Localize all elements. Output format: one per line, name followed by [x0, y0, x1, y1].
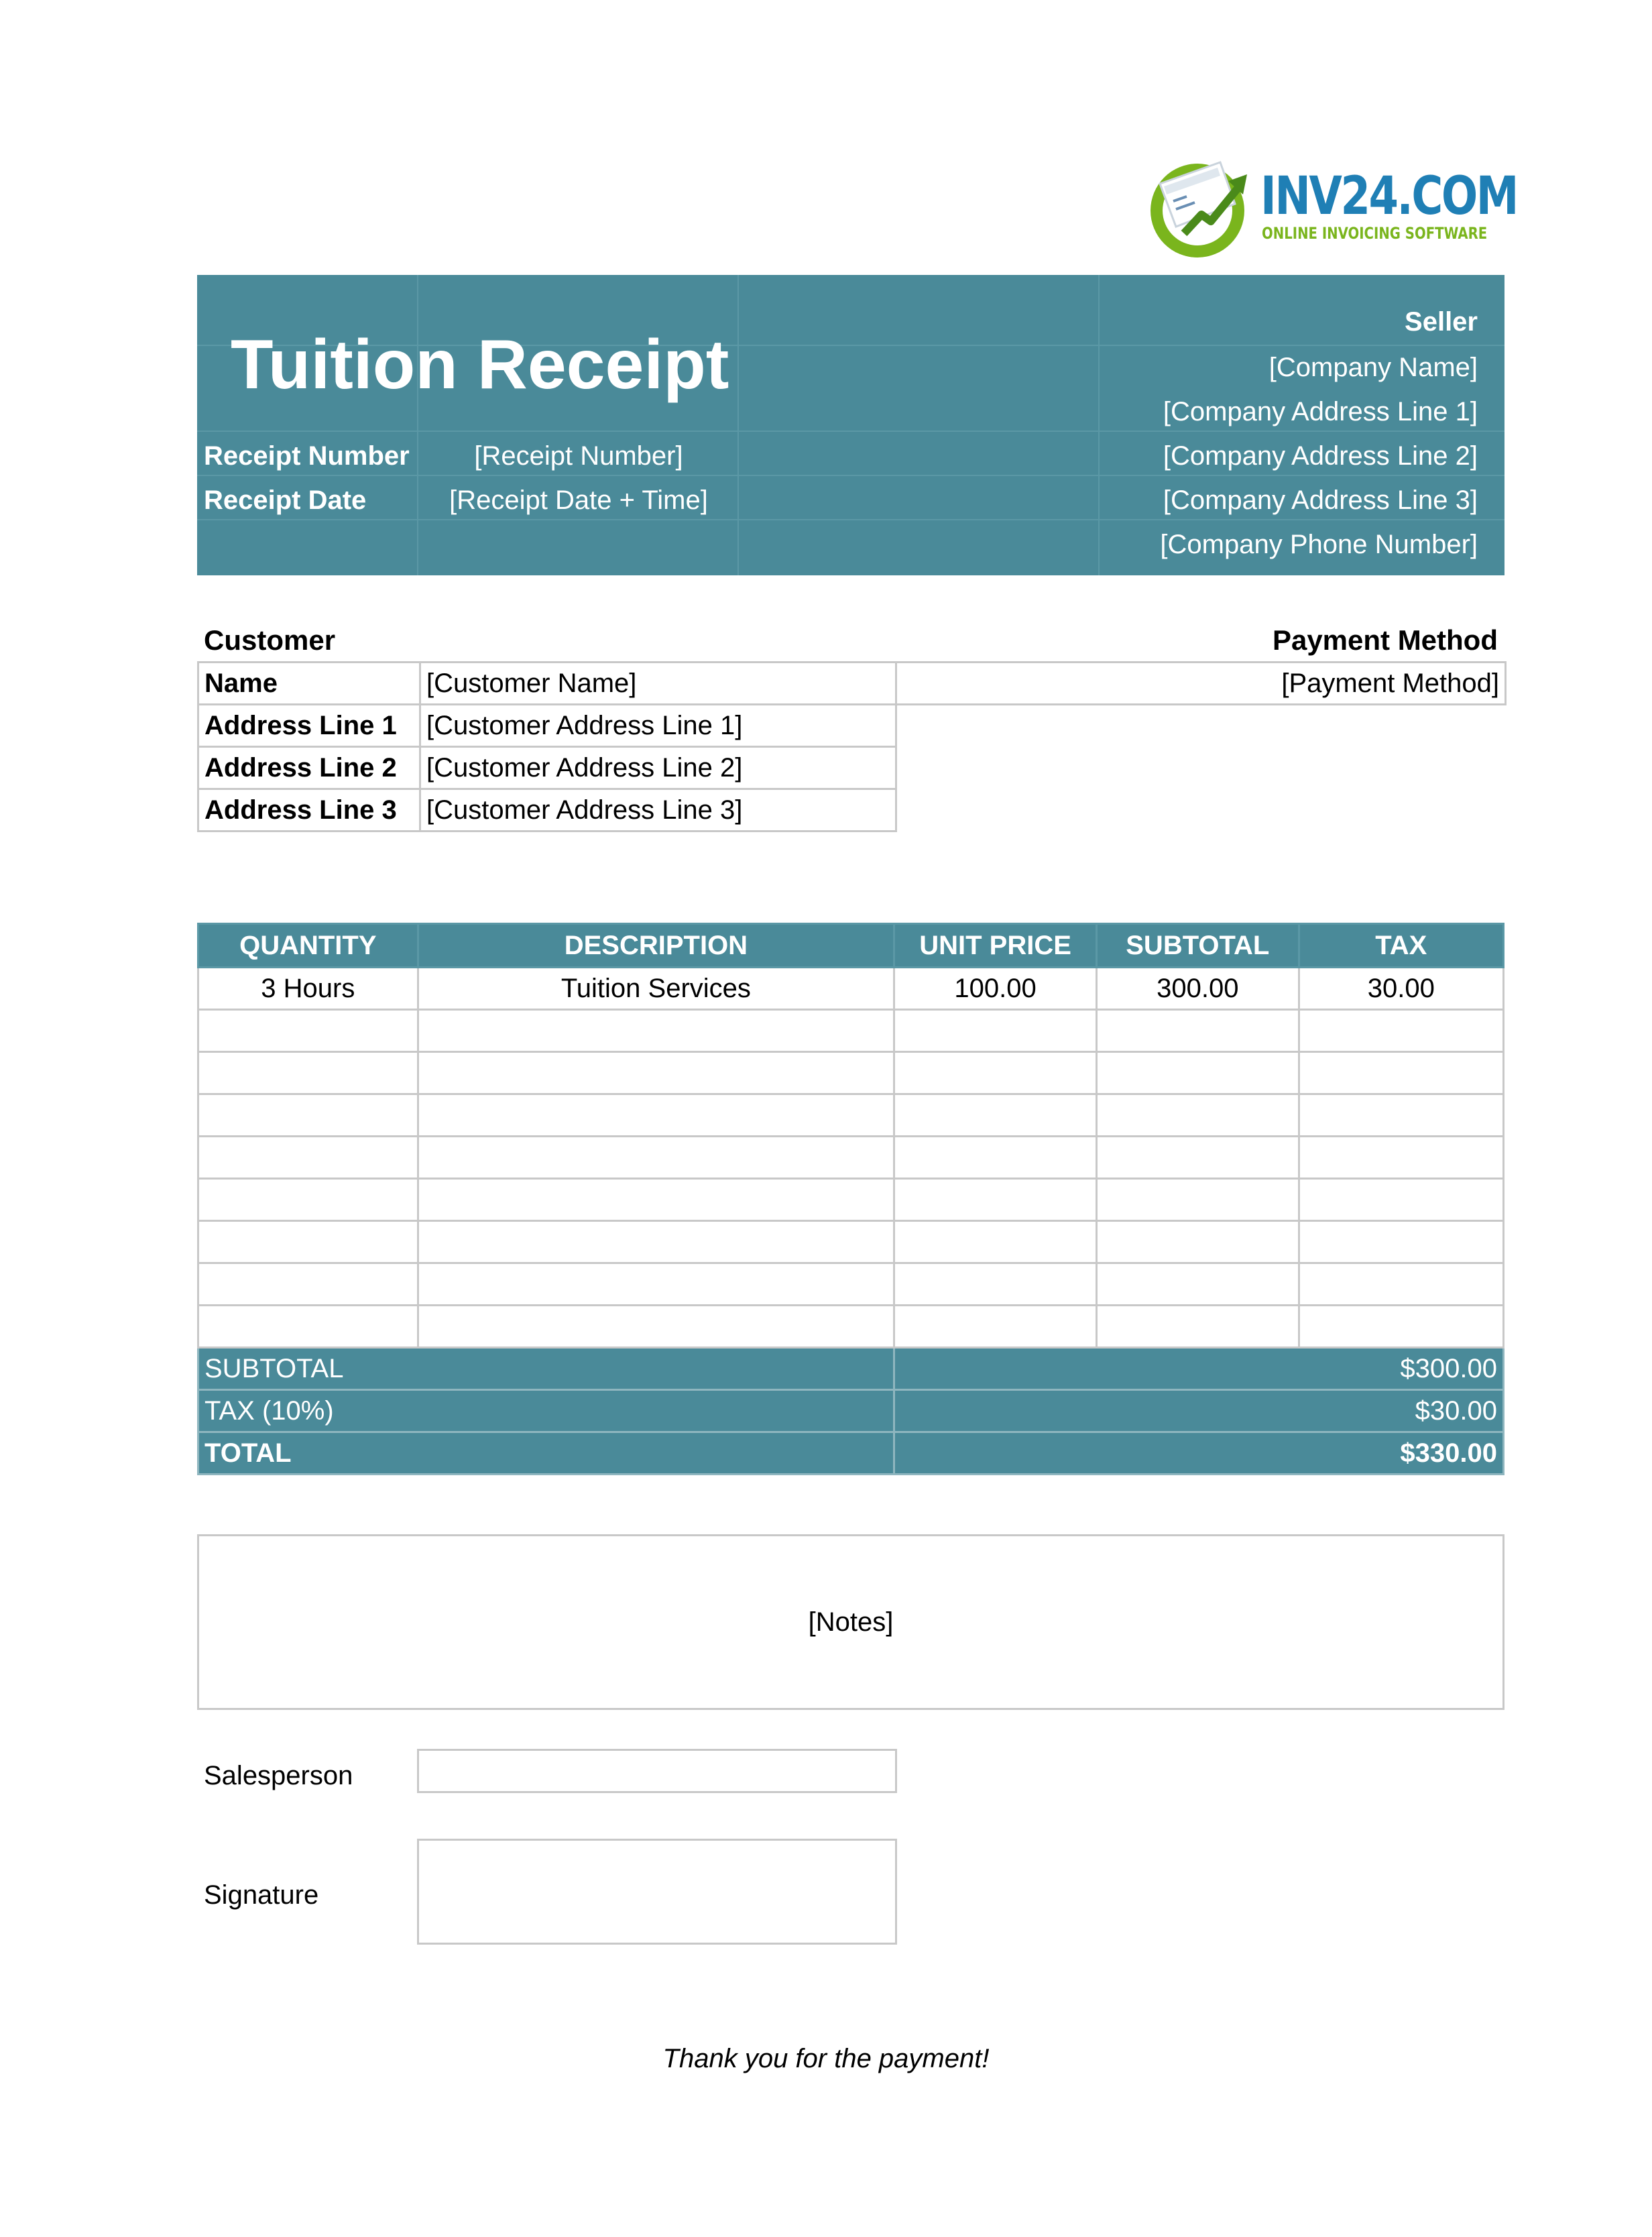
table-row	[198, 1094, 1504, 1137]
item-tax[interactable]: 30.00	[1299, 968, 1503, 1010]
receipt-header	[197, 275, 1504, 575]
item-tax[interactable]	[1299, 1052, 1503, 1094]
item-unit-price[interactable]	[894, 1263, 1097, 1306]
item-subtotal[interactable]	[1096, 1137, 1299, 1179]
item-subtotal[interactable]	[1096, 1221, 1299, 1263]
seller-heading: Seller	[1405, 307, 1478, 337]
item-subtotal[interactable]: 300.00	[1096, 968, 1299, 1010]
inv24-logo	[1146, 154, 1517, 262]
item-tax[interactable]	[1299, 1137, 1503, 1179]
tax-value: $30.00	[894, 1390, 1504, 1432]
item-description[interactable]	[418, 1094, 894, 1137]
seller-address-line-3: [Company Address Line 3]	[1163, 485, 1478, 515]
customer-address-1-label: Address Line 1	[198, 705, 420, 747]
receipt-date-value: [Receipt Date + Time]	[449, 485, 708, 515]
total-value: $330.00	[894, 1432, 1504, 1475]
seller-address-line-2: [Company Address Line 2]	[1163, 441, 1478, 471]
item-unit-price[interactable]: 100.00	[894, 968, 1097, 1010]
table-row	[198, 1010, 1504, 1052]
item-tax[interactable]	[1299, 1010, 1503, 1052]
seller-phone: [Company Phone Number]	[1160, 530, 1478, 559]
logo-brand: INV24.COM	[1260, 166, 1517, 227]
item-unit-price[interactable]	[894, 1010, 1097, 1052]
item-quantity[interactable]	[198, 1052, 418, 1094]
signature-field[interactable]	[417, 1839, 897, 1945]
table-row	[198, 1137, 1504, 1179]
customer-heading: Customer	[204, 624, 336, 656]
logo-emblem-icon	[1146, 154, 1254, 262]
logo-tagline: ONLINE INVOICING SOFTWARE	[1262, 224, 1488, 243]
customer-row	[198, 789, 896, 831]
signature-label: Signature	[204, 1880, 319, 1910]
item-description[interactable]	[418, 1263, 894, 1306]
customer-address-2-value[interactable]: [Customer Address Line 2]	[420, 747, 896, 789]
item-tax[interactable]	[1299, 1094, 1503, 1137]
notes-text: [Notes]	[808, 1607, 894, 1637]
payment-method-heading: Payment Method	[1272, 624, 1498, 656]
item-quantity[interactable]	[198, 1094, 418, 1137]
item-quantity[interactable]	[198, 1306, 418, 1348]
table-row	[198, 1306, 1504, 1348]
item-quantity[interactable]	[198, 1137, 418, 1179]
table-row	[198, 1179, 1504, 1221]
table-row	[198, 1052, 1504, 1094]
col-quantity-header: QUANTITY	[198, 924, 418, 968]
item-description[interactable]	[418, 1010, 894, 1052]
table-row	[198, 1221, 1504, 1263]
item-description[interactable]	[418, 1306, 894, 1348]
item-subtotal[interactable]	[1096, 1094, 1299, 1137]
item-unit-price[interactable]	[894, 1094, 1097, 1137]
item-subtotal[interactable]	[1096, 1010, 1299, 1052]
customer-address-3-value[interactable]: [Customer Address Line 3]	[420, 789, 896, 831]
subtotal-value: $300.00	[894, 1348, 1504, 1390]
customer-address-1-value[interactable]: [Customer Address Line 1]	[420, 705, 896, 747]
total-row	[198, 1432, 1504, 1475]
seller-address-line-1: [Company Address Line 1]	[1163, 397, 1478, 426]
item-quantity[interactable]	[198, 1010, 418, 1052]
customer-row	[198, 747, 896, 789]
col-description-header: DESCRIPTION	[418, 924, 894, 968]
col-subtotal-header: SUBTOTAL	[1096, 924, 1299, 968]
items-table	[197, 923, 1504, 1475]
item-subtotal[interactable]	[1096, 1306, 1299, 1348]
customer-name-value[interactable]: [Customer Name]	[420, 663, 896, 705]
table-row	[198, 968, 1504, 1010]
item-unit-price[interactable]	[894, 1137, 1097, 1179]
item-subtotal[interactable]	[1096, 1179, 1299, 1221]
item-tax[interactable]	[1299, 1306, 1503, 1348]
item-tax[interactable]	[1299, 1179, 1503, 1221]
subtotal-label: SUBTOTAL	[198, 1348, 894, 1390]
item-tax[interactable]	[1299, 1263, 1503, 1306]
item-unit-price[interactable]	[894, 1221, 1097, 1263]
item-unit-price[interactable]	[894, 1052, 1097, 1094]
customer-row	[198, 705, 896, 747]
page-title: Tuition Receipt	[231, 326, 729, 404]
item-unit-price[interactable]	[894, 1306, 1097, 1348]
item-description[interactable]	[418, 1179, 894, 1221]
table-row	[198, 1263, 1504, 1306]
seller-company-name: [Company Name]	[1268, 353, 1478, 382]
salesperson-label: Salesperson	[204, 1761, 353, 1790]
notes-box[interactable]	[197, 1534, 1504, 1710]
col-tax-header: TAX	[1299, 924, 1503, 968]
item-quantity[interactable]	[198, 1263, 418, 1306]
item-subtotal[interactable]	[1096, 1052, 1299, 1094]
receipt-number-label: Receipt Number	[204, 441, 410, 471]
item-description[interactable]	[418, 1221, 894, 1263]
customer-name-label: Name	[198, 663, 420, 705]
item-quantity[interactable]	[198, 1179, 418, 1221]
customer-row	[198, 663, 896, 705]
thank-you-message: Thank you for the payment!	[662, 2044, 990, 2073]
item-description[interactable]: Tuition Services	[418, 968, 894, 1010]
item-description[interactable]	[418, 1052, 894, 1094]
item-unit-price[interactable]	[894, 1179, 1097, 1221]
item-quantity[interactable]	[198, 1221, 418, 1263]
customer-address-3-label: Address Line 3	[198, 789, 420, 831]
items-header-row	[198, 924, 1504, 968]
tax-label: TAX (10%)	[198, 1390, 894, 1432]
customer-table	[197, 661, 897, 832]
total-label: TOTAL	[198, 1432, 894, 1475]
salesperson-field[interactable]	[417, 1749, 897, 1793]
item-quantity[interactable]: 3 Hours	[198, 968, 418, 1010]
item-subtotal[interactable]	[1096, 1263, 1299, 1306]
subtotal-row	[198, 1348, 1504, 1390]
item-tax[interactable]	[1299, 1221, 1503, 1263]
receipt-number-value: [Receipt Number]	[474, 441, 683, 471]
payment-method-value[interactable]: [Payment Method]	[897, 661, 1507, 705]
customer-address-2-label: Address Line 2	[198, 747, 420, 789]
item-description[interactable]	[418, 1137, 894, 1179]
receipt-date-label: Receipt Date	[204, 485, 367, 515]
col-unit-price-header: UNIT PRICE	[894, 924, 1097, 968]
tax-row	[198, 1390, 1504, 1432]
